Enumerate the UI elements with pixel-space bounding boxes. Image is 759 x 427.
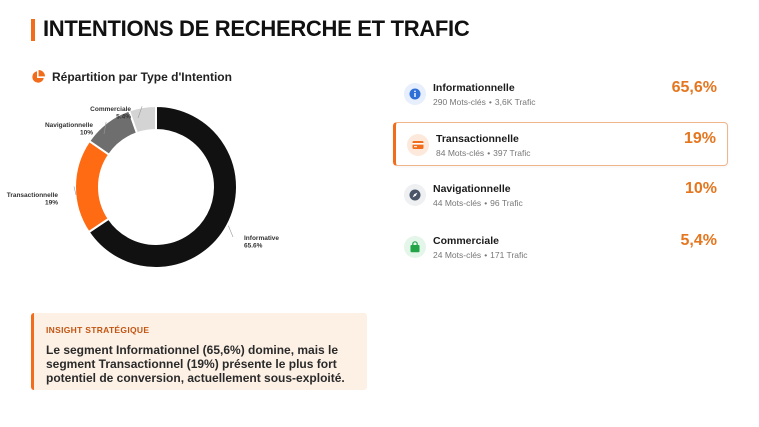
leader-line-informative xyxy=(228,226,233,237)
separator-dot: • xyxy=(487,148,491,158)
card-traffic: 3,6K Trafic xyxy=(494,97,536,107)
insight-label: INSIGHT STRATÉGIQUE xyxy=(46,325,150,335)
card-percent: 5,4% xyxy=(680,232,717,249)
separator-dot: • xyxy=(484,250,488,260)
info-icon xyxy=(409,88,421,100)
compass-icon xyxy=(409,189,421,201)
slice-category-label: Commerciale xyxy=(90,106,131,113)
card-stats xyxy=(433,198,523,208)
info-icon-badge xyxy=(404,83,426,105)
compass-icon-badge xyxy=(404,184,426,206)
insight-box xyxy=(31,313,367,390)
donut-chart-svg xyxy=(0,100,380,300)
pie-chart-icon xyxy=(31,70,45,84)
slice-percent-label: 10% xyxy=(79,129,93,137)
intent-card-transactionnelle[interactable] xyxy=(393,122,728,166)
page-title: INTENTIONS DE RECHERCHE ET TRAFIC xyxy=(43,16,470,41)
card-keywords: 24 Mots-clés xyxy=(433,250,482,260)
card-stats xyxy=(433,250,528,260)
card-keywords: 290 Mots-clés xyxy=(433,97,486,107)
intent-donut-chart xyxy=(0,100,380,300)
slice-percent-label: 65.6% xyxy=(244,242,263,250)
card-percent: 10% xyxy=(684,180,717,197)
card-keywords: 84 Mots-clés xyxy=(436,148,485,158)
card-name: Informationnelle xyxy=(433,82,515,94)
card-traffic: 96 Trafic xyxy=(490,198,523,208)
shopping-bag-icon xyxy=(409,241,421,253)
chart-section-title: Répartition par Type d'Intention xyxy=(52,70,232,84)
separator-dot: • xyxy=(488,97,492,107)
credit-card-icon xyxy=(412,139,424,151)
slice-category-label: Navigationnelle xyxy=(44,122,93,129)
intent-card-commerciale[interactable] xyxy=(393,225,728,269)
card-traffic: 397 Trafic xyxy=(493,148,531,158)
card-stats xyxy=(436,148,531,158)
slice-category-label: Informative xyxy=(244,235,280,242)
slice-percent-label: 19% xyxy=(44,199,58,207)
separator-dot: • xyxy=(484,198,488,208)
card-name: Navigationnelle xyxy=(433,183,511,195)
title-accent-bar xyxy=(31,19,35,41)
insight-text: Le segment Informationnel (65,6%) domine, mais le segment Transactionnel (19%) présente le plus fort potentiel de conversion, actuellement sous-exploité. xyxy=(46,343,345,385)
card-percent: 19% xyxy=(683,130,716,147)
shopping-bag-icon-badge xyxy=(404,236,426,258)
card-name: Transactionnelle xyxy=(436,133,519,145)
donut-slice-transactionnelle xyxy=(75,141,109,232)
credit-card-icon-badge xyxy=(407,134,429,156)
card-traffic: 171 Trafic xyxy=(490,250,528,260)
slice-category-label: Transactionnelle xyxy=(6,192,58,199)
slice-percent-label: 5.4% xyxy=(116,113,131,121)
intent-card-informationnelle[interactable] xyxy=(393,72,728,116)
intent-card-navigationnelle[interactable] xyxy=(393,173,728,217)
card-keywords: 44 Mots-clés xyxy=(433,198,482,208)
card-name: Commerciale xyxy=(433,235,499,247)
chart-section-header xyxy=(31,70,232,84)
card-stats xyxy=(433,97,536,107)
card-percent: 65,6% xyxy=(671,79,717,96)
